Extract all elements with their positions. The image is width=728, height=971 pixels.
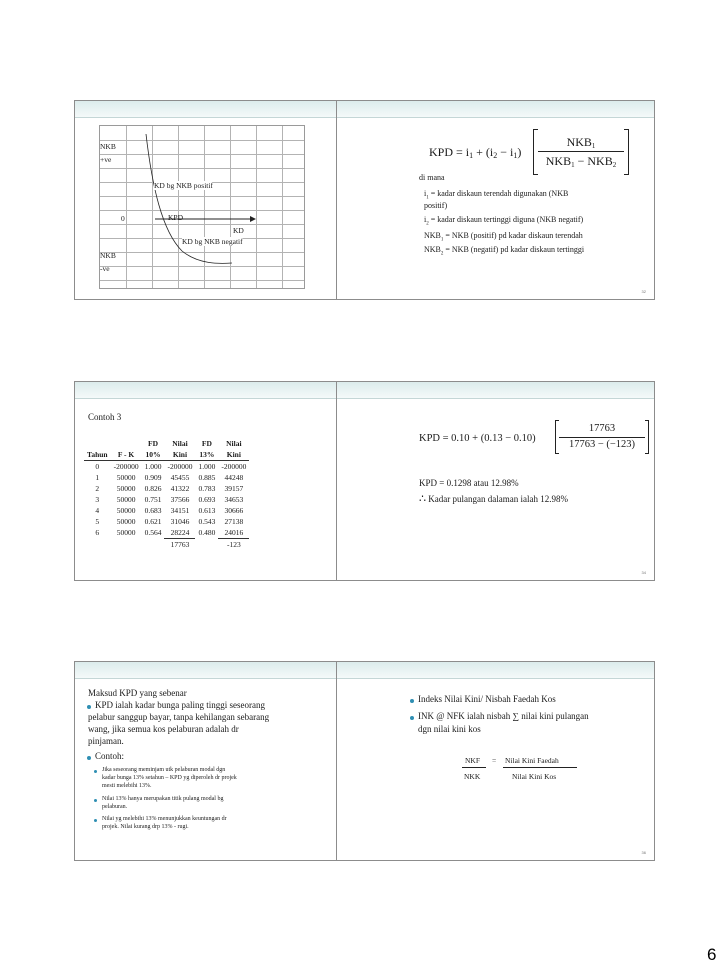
slide-title: Contoh 3: [88, 412, 122, 422]
conclusion-text: ∴ Kadar pulangan dalaman ialah 12.98%: [419, 493, 568, 505]
fraction-denominator: NKB1 − NKB2: [545, 154, 617, 169]
slide-number: 32: [641, 289, 646, 294]
table-header: Kini: [164, 449, 195, 461]
definition-item: $i_1$ = kadar diskaun terendah digunakan (NKB: [424, 189, 569, 201]
slide-34: [336, 381, 655, 581]
fraction-bar: [538, 151, 624, 152]
kpd-calculation-lhs: KPD = 0.10 + (0.13 − 0.10): [419, 433, 536, 444]
slide-header-band: [337, 662, 654, 679]
bullet-icon: [87, 705, 91, 709]
table-header: FD: [148, 439, 159, 448]
table-row: 2 50000 0.826 41322 0.783 39157: [95, 484, 244, 493]
definition-item: $i_2$ = kadar diskaun tertinggi diguna (NKB negatif): [424, 215, 584, 227]
nkf-definition: Nilai Kini Faedah: [505, 756, 559, 765]
slide-title: Maksud KPD yang sebenar: [88, 688, 187, 698]
kpd-formula: KPD = i1 + (i2 − i1): [429, 145, 522, 160]
bullet-text: pelabur sanggup bayar, tanpa kehilangan sebarang: [88, 712, 270, 722]
equals-sign: =: [492, 756, 497, 765]
origin-label: 0: [121, 214, 125, 223]
definition-item: $NKB_2$ = NKB (negatif) pd kadar diskaun tertinggi: [424, 245, 585, 257]
table-row: 4 50000 0.683 34151 0.613 30666: [95, 506, 244, 515]
table-header: Kini: [218, 449, 249, 461]
table-header: [84, 438, 111, 449]
bullet-icon: [410, 699, 414, 703]
kd-axis-label: KD: [233, 226, 244, 235]
table-header: Nilai: [226, 439, 242, 448]
kpd-label: KPD: [168, 213, 184, 222]
sub-bullet-icon: [94, 770, 97, 773]
npv-curve: [100, 126, 306, 290]
definition-item: $NKB_1$ = NKB (positif) pd kadar diskaun terendah: [424, 231, 583, 243]
table-row: 0 -200000 1.000 -200000 1.000 -200000: [95, 462, 247, 471]
kd-positive-label: KD bg NKB positif: [154, 181, 213, 190]
slide-36: [336, 661, 655, 861]
slide-number: 34: [641, 570, 646, 575]
formula-bracket: [533, 129, 629, 175]
table-total-row: 17763 -123: [170, 540, 241, 549]
nkb-positive-label: NKB: [100, 142, 116, 151]
bullet-text: Indeks Nilai Kini/ Nisbah Faedah Kos: [418, 694, 556, 704]
fraction-bar: [559, 437, 645, 438]
table-header: Nilai: [172, 439, 188, 448]
table-header-row: [84, 449, 249, 461]
kd-negative-label: KD bg NKB negatif: [182, 237, 243, 246]
bullet-text: INK @ NFK ialah nisbah ∑ nilai kini pulangan: [418, 711, 589, 721]
slide-number: 36: [641, 850, 646, 855]
sub-bullet-text: Nilai 13% hanya merupakan titik pulang modal bg pelaburan.: [102, 796, 224, 810]
table-header: Tahun: [84, 449, 111, 461]
table-header: 10%: [142, 449, 165, 461]
table-header-row: [84, 438, 249, 449]
bullet-text: dgn nilai kini kos: [418, 724, 481, 734]
fraction-denominator: 17763 − (−123): [568, 439, 636, 450]
fraction-numerator: NKB1: [566, 135, 596, 150]
table-row: 3 50000 0.751 37566 0.693 34653: [95, 495, 244, 504]
nkk-definition: Nilai Kini Kos: [512, 772, 557, 781]
table-header: 13%: [195, 449, 218, 461]
bullet-text: Contoh:: [95, 751, 125, 761]
calculation-bracket: [555, 420, 649, 454]
ve-negative-label: -ve: [100, 264, 110, 273]
bullet-icon: [87, 756, 91, 760]
di-mana-text: di mana: [419, 173, 445, 182]
slide-32: [336, 100, 655, 300]
slide-header-band: [337, 101, 654, 118]
sub-bullet-icon: [94, 799, 97, 802]
fraction-numerator: 17763: [588, 423, 616, 434]
slide-header-band: [337, 382, 654, 399]
table-row: 1 50000 0.909 45455 0.885 44248: [95, 473, 244, 482]
npv-graph: [99, 125, 305, 289]
npv-table: [84, 438, 249, 550]
table-row: 6 50000 0.564 28224 0.480 24016: [84, 527, 249, 539]
kpd-result: KPD = 0.1298 atau 12.98%: [419, 478, 519, 488]
nkf-label: NKF: [465, 756, 481, 765]
ve-positive-label: +ve: [100, 155, 112, 164]
table-header: F - K: [111, 449, 142, 461]
nkb-negative-label: NKB: [100, 251, 116, 260]
bullet-text: wang, jika semua kos pelaburan adalah dr: [88, 724, 239, 734]
bullet-icon: [410, 716, 414, 720]
bullet-text: pinjaman.: [88, 736, 124, 746]
sub-bullet-text: Jika seseorang meminjam utk pelaburan modal dgn kadar bunga 13% setahun – KPD yg diperoleh dr projek mesti melebihi 13%.: [102, 767, 237, 789]
table-header: [111, 438, 142, 449]
fraction-bar: [462, 767, 486, 768]
table-row: 5 50000 0.621 31046 0.543 27138: [95, 517, 244, 526]
fraction-bar: [503, 767, 577, 768]
nkk-label: NKK: [464, 772, 481, 781]
page-number: 6: [707, 945, 717, 964]
sub-bullet-text: Nilai yg melebihi 13% menunjukkan keuntungan dr projek. Nilai kurang drp 13% - rugi.: [102, 816, 227, 830]
definition-item: positif): [424, 201, 448, 210]
sub-bullet-icon: [94, 819, 97, 822]
bullet-text: KPD ialah kadar bunga paling tinggi seseorang: [95, 700, 265, 710]
table-header: FD: [201, 439, 212, 448]
